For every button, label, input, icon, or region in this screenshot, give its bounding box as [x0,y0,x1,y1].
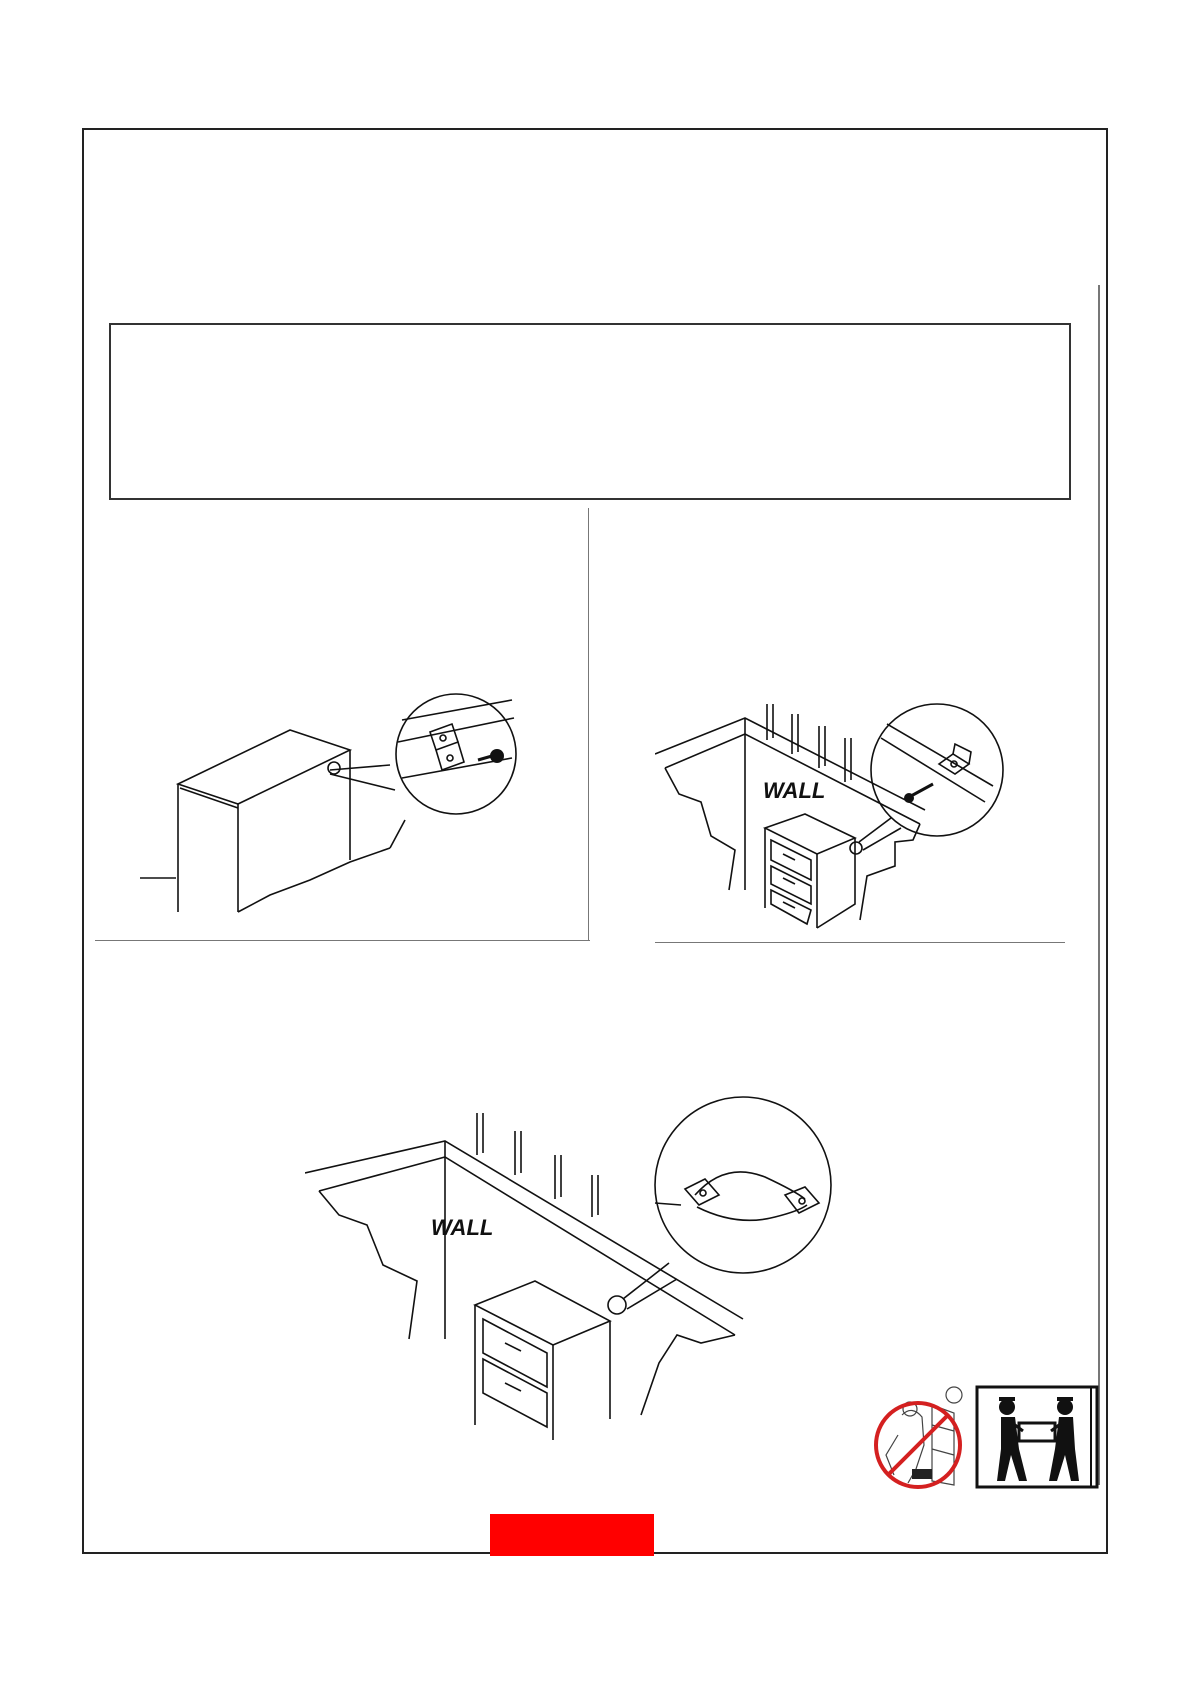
step2-diagram [655,690,1055,940]
warning-box [109,323,1071,500]
no-climbing-icon [872,1385,966,1495]
cabinet-bracket-illustration [140,690,560,920]
wall-bracket-illustration [655,690,1055,940]
red-tab [490,1514,654,1556]
section-divider-right [655,942,1065,943]
wall-strap-illustration [305,1095,865,1445]
right-border-line [1098,285,1100,1485]
wall-label: WALL [431,1215,494,1240]
two-person-lift-icon [975,1385,1099,1489]
column-divider [588,508,589,940]
section-divider [95,940,590,941]
step3-diagram [305,1095,865,1445]
wall-label: WALL [763,778,826,803]
step1-diagram [140,690,560,920]
